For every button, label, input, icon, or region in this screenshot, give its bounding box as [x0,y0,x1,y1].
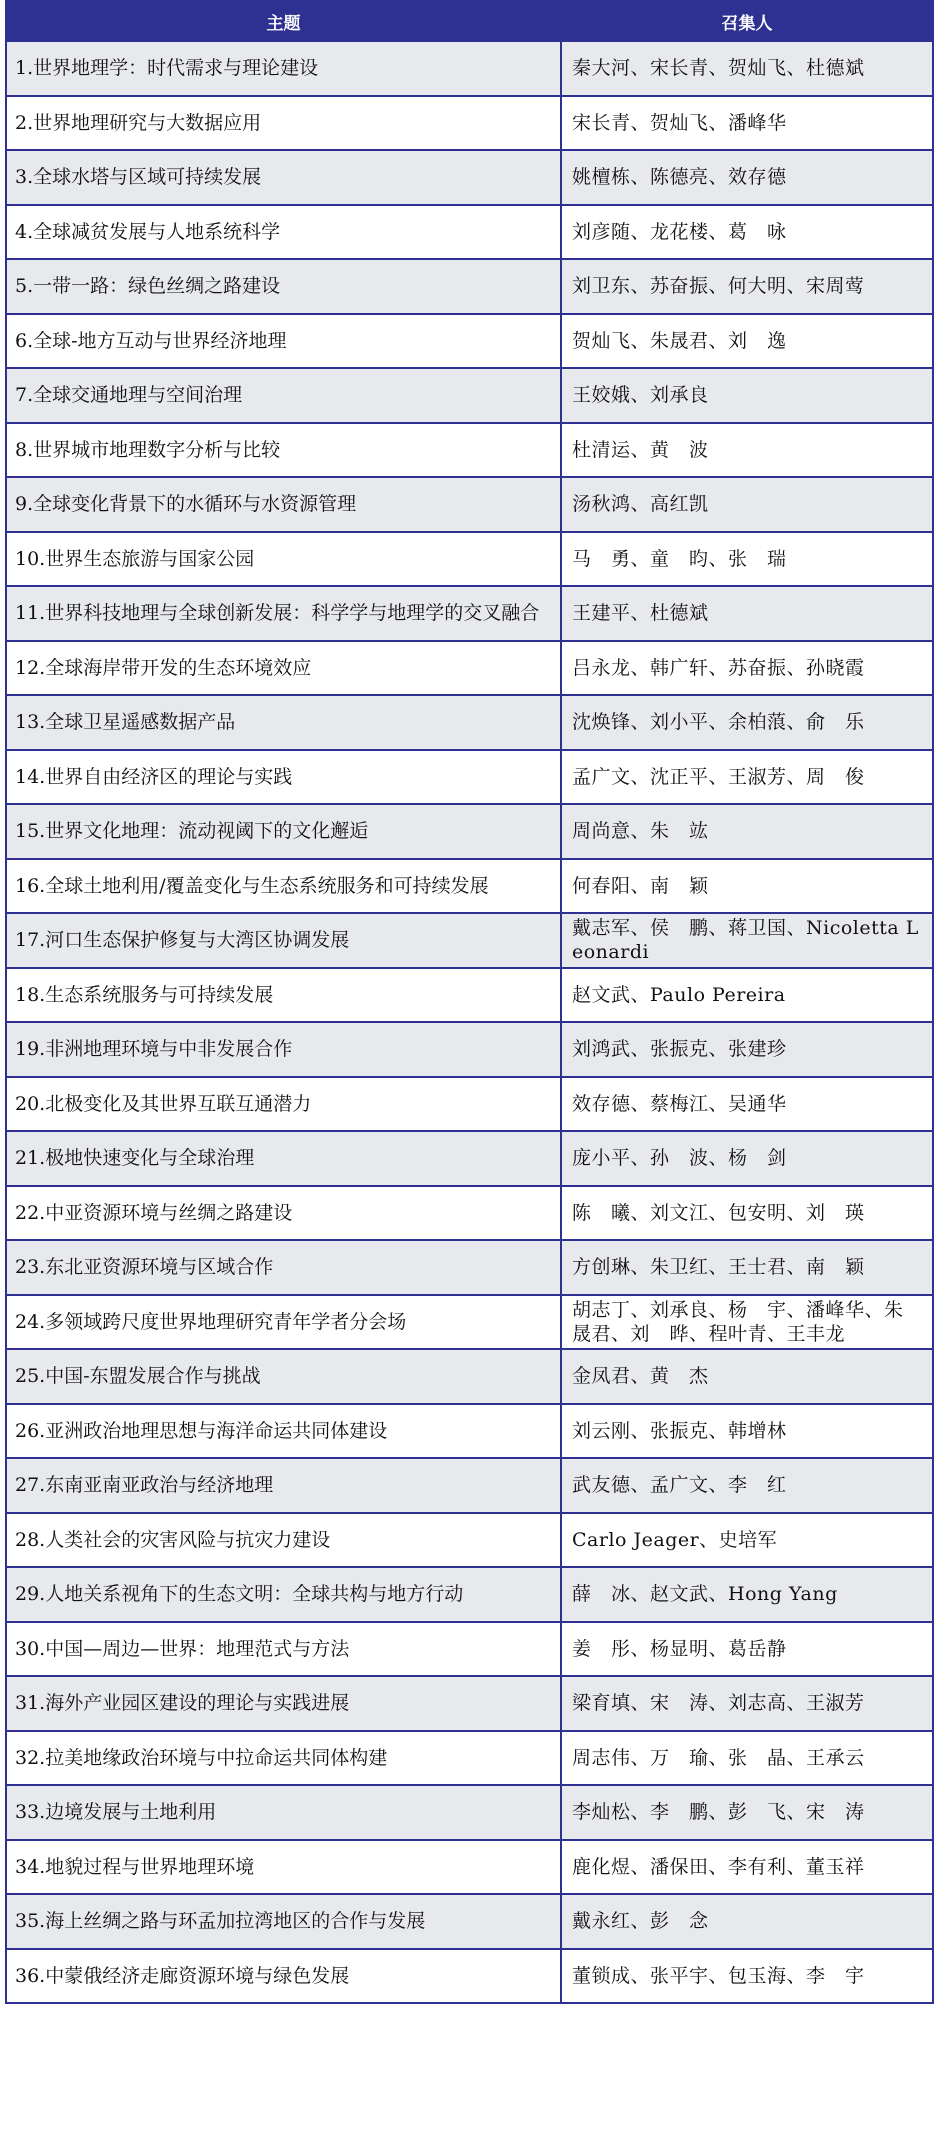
convener-cell: 沈焕锋、刘小平、余柏蒗、俞 乐 [561,695,933,750]
topic-cell: 1.世界地理学：时代需求与理论建设 [6,41,561,96]
convener-cell: 刘彦随、龙花楼、葛 咏 [561,205,933,260]
topic-cell: 11.世界科技地理与全球创新发展：科学学与地理学的交叉融合 [6,586,561,641]
convener-cell: 马 勇、童 昀、张 瑞 [561,532,933,587]
convener-cell: 金凤君、黄 杰 [561,1349,933,1404]
table-row [6,641,933,696]
table-row [6,41,933,96]
table-row [6,804,933,859]
table-row [6,477,933,532]
convener-cell: 孟广文、沈正平、王淑芳、周 俊 [561,750,933,805]
header-topic: 主题 [6,1,561,41]
table-row [6,1131,933,1186]
table-row [6,1022,933,1077]
table-row [6,1785,933,1840]
convener-cell: 鹿化煜、潘保田、李有利、董玉祥 [561,1840,933,1895]
topic-cell: 13.全球卫星遥感数据产品 [6,695,561,750]
topic-cell: 21.极地快速变化与全球治理 [6,1131,561,1186]
convener-cell: 庞小平、孙 波、杨 剑 [561,1131,933,1186]
topic-cell: 17.河口生态保护修复与大湾区协调发展 [6,913,561,968]
topic-cell: 16.全球土地利用/覆盖变化与生态系统服务和可持续发展 [6,859,561,914]
topic-cell: 34.地貌过程与世界地理环境 [6,1840,561,1895]
convener-cell: 何春阳、南 颖 [561,859,933,914]
topic-cell: 33.边境发展与土地利用 [6,1785,561,1840]
topic-cell: 26.亚洲政治地理思想与海洋命运共同体建设 [6,1404,561,1459]
convener-cell: 李灿松、李 鹏、彭 飞、宋 涛 [561,1785,933,1840]
convener-cell: 吕永龙、韩广轩、苏奋振、孙晓霞 [561,641,933,696]
table-row [6,1676,933,1731]
topic-cell: 20.北极变化及其世界互联互通潜力 [6,1077,561,1132]
convener-cell: 赵文武、Paulo Pereira [561,968,933,1023]
table-row [6,368,933,423]
table-row [6,1731,933,1786]
table-row [6,423,933,478]
topic-cell: 5.一带一路：绿色丝绸之路建设 [6,259,561,314]
table-row [6,259,933,314]
table-row [6,1567,933,1622]
convener-cell: Carlo Jeager、史培军 [561,1513,933,1568]
table-row [6,1513,933,1568]
topic-cell: 14.世界自由经济区的理论与实践 [6,750,561,805]
convener-cell: 武友德、孟广文、李 红 [561,1458,933,1513]
topic-cell: 31.海外产业园区建设的理论与实践进展 [6,1676,561,1731]
topic-cell: 10.世界生态旅游与国家公园 [6,532,561,587]
convener-cell: 陈 曦、刘文江、包安明、刘 瑛 [561,1186,933,1241]
topic-cell: 8.世界城市地理数字分析与比较 [6,423,561,478]
topic-cell: 30.中国—周边—世界：地理范式与方法 [6,1622,561,1677]
convener-cell: 效存德、蔡梅江、吴通华 [561,1077,933,1132]
topics-table-container [5,0,932,2004]
table-row [6,150,933,205]
table-row [6,1458,933,1513]
topic-cell: 22.中亚资源环境与丝绸之路建设 [6,1186,561,1241]
topic-cell: 9.全球变化背景下的水循环与水资源管理 [6,477,561,532]
table-row [6,96,933,151]
convener-cell: 董锁成、张平宇、包玉海、李 宇 [561,1949,933,2004]
topic-cell: 32.拉美地缘政治环境与中拉命运共同体构建 [6,1731,561,1786]
convener-cell: 宋长青、贺灿飞、潘峰华 [561,96,933,151]
table-row [6,586,933,641]
table-row [6,1295,933,1350]
header-row [6,1,933,41]
topic-cell: 29.人地关系视角下的生态文明：全球共构与地方行动 [6,1567,561,1622]
table-row [6,968,933,1023]
topic-cell: 19.非洲地理环境与中非发展合作 [6,1022,561,1077]
table-row [6,859,933,914]
topic-cell: 28.人类社会的灾害风险与抗灾力建设 [6,1513,561,1568]
convener-cell: 刘鸿武、张振克、张建珍 [561,1022,933,1077]
table-row [6,695,933,750]
convener-cell: 刘卫东、苏奋振、何大明、宋周莺 [561,259,933,314]
table-row [6,1349,933,1404]
convener-cell: 周志伟、万 瑜、张 晶、王承云 [561,1731,933,1786]
topic-cell: 2.世界地理研究与大数据应用 [6,96,561,151]
table-body [6,41,933,2003]
table-row [6,532,933,587]
topic-cell: 24.多领域跨尺度世界地理研究青年学者分会场 [6,1295,561,1350]
table-row [6,1622,933,1677]
convener-cell: 梁育填、宋 涛、刘志高、王淑芳 [561,1676,933,1731]
topics-table [5,0,934,2004]
table-row [6,1404,933,1459]
table-row [6,314,933,369]
convener-cell: 姚檀栋、陈德亮、效存德 [561,150,933,205]
topic-cell: 25.中国-东盟发展合作与挑战 [6,1349,561,1404]
topic-cell: 7.全球交通地理与空间治理 [6,368,561,423]
topic-cell: 6.全球-地方互动与世界经济地理 [6,314,561,369]
convener-cell: 胡志丁、刘承良、杨 宇、潘峰华、朱晟君、刘 晔、程叶青、王丰龙 [561,1295,933,1350]
convener-cell: 贺灿飞、朱晟君、刘 逸 [561,314,933,369]
convener-cell: 姜 彤、杨显明、葛岳静 [561,1622,933,1677]
convener-cell: 王建平、杜德斌 [561,586,933,641]
table-row [6,1186,933,1241]
topic-cell: 27.东南亚南亚政治与经济地理 [6,1458,561,1513]
topic-cell: 23.东北亚资源环境与区域合作 [6,1240,561,1295]
topic-cell: 18.生态系统服务与可持续发展 [6,968,561,1023]
topic-cell: 36.中蒙俄经济走廊资源环境与绿色发展 [6,1949,561,2004]
table-row [6,1077,933,1132]
header-convener: 召集人 [561,1,933,41]
convener-cell: 汤秋鸿、高红凯 [561,477,933,532]
convener-cell: 戴永红、彭 念 [561,1894,933,1949]
convener-cell: 薛 冰、赵文武、Hong Yang [561,1567,933,1622]
table-row [6,1894,933,1949]
convener-cell: 周尚意、朱 竑 [561,804,933,859]
convener-cell: 刘云刚、张振克、韩增林 [561,1404,933,1459]
table-row [6,750,933,805]
table-row [6,1949,933,2004]
table-row [6,913,933,968]
convener-cell: 方创琳、朱卫红、王士君、南 颖 [561,1240,933,1295]
table-header [6,1,933,41]
convener-cell: 秦大河、宋长青、贺灿飞、杜德斌 [561,41,933,96]
topic-cell: 4.全球减贫发展与人地系统科学 [6,205,561,260]
topic-cell: 15.世界文化地理：流动视阈下的文化邂逅 [6,804,561,859]
table-row [6,1840,933,1895]
convener-cell: 戴志军、侯 鹏、蒋卫国、Nicoletta Leonardi [561,913,933,968]
table-row [6,1240,933,1295]
topic-cell: 35.海上丝绸之路与环孟加拉湾地区的合作与发展 [6,1894,561,1949]
topic-cell: 3.全球水塔与区域可持续发展 [6,150,561,205]
table-row [6,205,933,260]
convener-cell: 王姣娥、刘承良 [561,368,933,423]
topic-cell: 12.全球海岸带开发的生态环境效应 [6,641,561,696]
convener-cell: 杜清运、黄 波 [561,423,933,478]
